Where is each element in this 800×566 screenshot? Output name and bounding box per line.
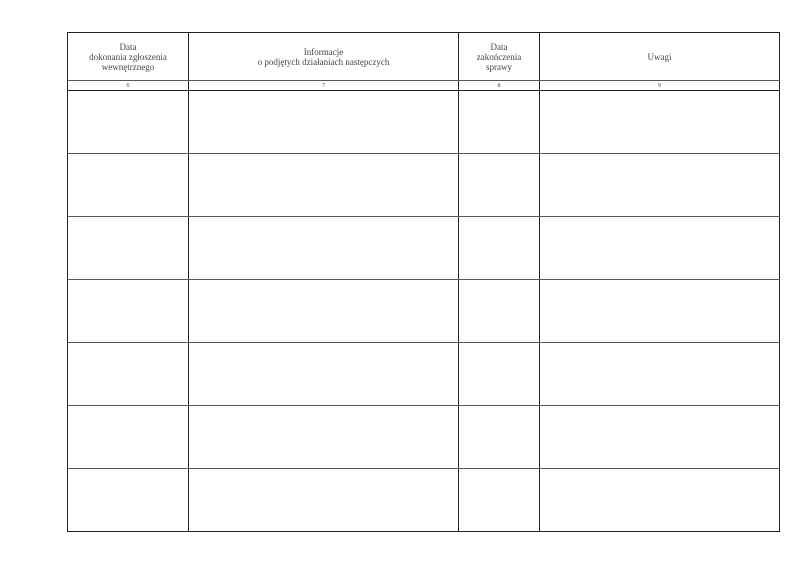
closing-date-cell[interactable] bbox=[459, 280, 540, 343]
notes-cell[interactable] bbox=[540, 343, 780, 406]
actions-info-cell[interactable] bbox=[189, 91, 459, 154]
notes-cell[interactable] bbox=[540, 406, 780, 469]
table-row bbox=[68, 469, 780, 532]
closing-date-cell[interactable] bbox=[459, 343, 540, 406]
column-number: 8 bbox=[459, 81, 540, 91]
header-line: Informacje bbox=[303, 46, 344, 57]
header-line: wewnętrznego bbox=[101, 61, 155, 72]
header-line: dokonania zgłoszenia bbox=[89, 51, 167, 62]
column-header-report-date bbox=[68, 33, 189, 81]
register-table bbox=[67, 32, 780, 532]
report-date-cell[interactable] bbox=[68, 406, 189, 469]
actions-info-cell[interactable] bbox=[189, 280, 459, 343]
actions-info-cell[interactable] bbox=[189, 469, 459, 532]
report-date-cell[interactable] bbox=[68, 154, 189, 217]
notes-cell[interactable] bbox=[540, 154, 780, 217]
report-date-cell[interactable] bbox=[68, 343, 189, 406]
report-date-cell[interactable] bbox=[68, 280, 189, 343]
notes-cell[interactable] bbox=[540, 469, 780, 532]
actions-info-cell[interactable] bbox=[189, 406, 459, 469]
header-line: Data bbox=[119, 41, 137, 52]
column-header-closing-date bbox=[459, 33, 540, 81]
header-line: sprawy bbox=[486, 61, 512, 72]
table-row bbox=[68, 154, 780, 217]
header-line: Data bbox=[490, 41, 508, 52]
actions-info-cell[interactable] bbox=[189, 343, 459, 406]
column-number-row bbox=[68, 81, 780, 91]
header-line: o podjętych działaniach następczych bbox=[257, 56, 390, 67]
actions-info-cell[interactable] bbox=[189, 154, 459, 217]
notes-cell[interactable] bbox=[540, 280, 780, 343]
column-number: 6 bbox=[68, 81, 189, 91]
table-row bbox=[68, 280, 780, 343]
report-date-cell[interactable] bbox=[68, 469, 189, 532]
closing-date-cell[interactable] bbox=[459, 469, 540, 532]
table-row bbox=[68, 217, 780, 280]
table-row bbox=[68, 91, 780, 154]
column-header-actions-info bbox=[189, 33, 459, 81]
header-line: zakończenia bbox=[476, 51, 522, 62]
notes-cell[interactable] bbox=[540, 91, 780, 154]
report-date-cell[interactable] bbox=[68, 91, 189, 154]
report-date-cell[interactable] bbox=[68, 217, 189, 280]
table-row bbox=[68, 406, 780, 469]
table-row bbox=[68, 343, 780, 406]
column-number: 7 bbox=[189, 81, 459, 91]
closing-date-cell[interactable] bbox=[459, 154, 540, 217]
closing-date-cell[interactable] bbox=[459, 217, 540, 280]
header-row bbox=[68, 33, 780, 81]
actions-info-cell[interactable] bbox=[189, 217, 459, 280]
closing-date-cell[interactable] bbox=[459, 91, 540, 154]
header-line: Uwagi bbox=[647, 51, 672, 62]
notes-cell[interactable] bbox=[540, 217, 780, 280]
column-header-notes bbox=[540, 33, 780, 81]
column-number: 9 bbox=[540, 81, 780, 91]
closing-date-cell[interactable] bbox=[459, 406, 540, 469]
